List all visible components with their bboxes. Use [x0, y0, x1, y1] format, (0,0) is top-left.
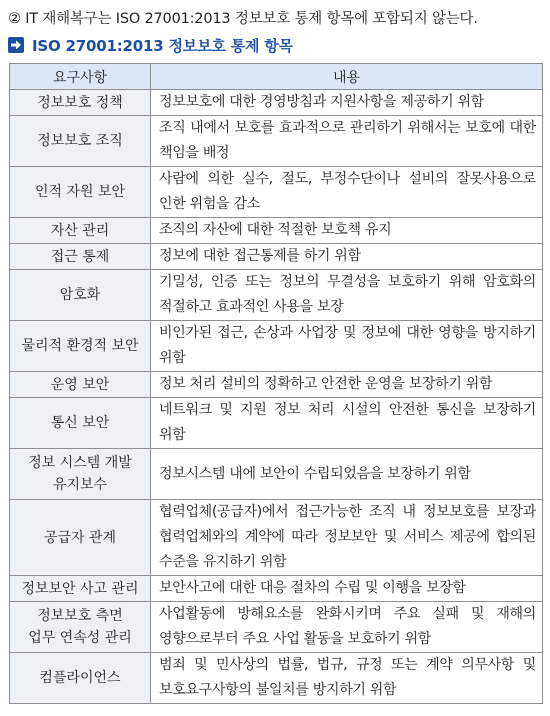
requirement-cell: 암호화: [10, 270, 151, 321]
intro-note: ② IT 재해복구는 ISO 27001:2013 정보보호 통제 항목에 포함되지 않는다.: [8, 11, 478, 27]
table-row: [10, 449, 543, 500]
table-row: [10, 116, 543, 167]
table-row: [10, 90, 543, 116]
requirement-cell: 정보보안 사고 관리: [10, 576, 151, 602]
content-cell: 사업활동에 방해요소를 완화시키며 주요 실패 및 재해의 영향으로부터 주요 사업 활동을 보호하기 위함: [151, 602, 543, 653]
requirement-cell: 물리적 환경적 보안: [10, 321, 151, 372]
table-row: [10, 167, 543, 218]
requirement-cell: [10, 449, 151, 500]
requirement-line: 정보보호 측면: [37, 608, 123, 624]
arrow-right-box-icon: [8, 37, 24, 53]
requirement-cell: 인적 자원 보안: [10, 167, 151, 218]
table-row: [10, 270, 543, 321]
content-cell: 기밀성, 인증 또는 정보의 무결성을 보호하기 위해 암호화의 적절하고 효과적인 사용을 보장: [151, 270, 543, 321]
header-requirement: 요구사항: [10, 64, 151, 90]
requirement-cell: 정보보호 정책: [10, 90, 151, 116]
content-cell: 조직의 자산에 대한 적절한 보호책 유지: [151, 218, 543, 244]
requirement-cell: 접근 통제: [10, 244, 151, 270]
table-row: [10, 321, 543, 372]
table-row: [10, 576, 543, 602]
table-row: [10, 653, 543, 704]
table-header-row: [10, 64, 543, 90]
requirement-line: 유지보수: [52, 477, 108, 493]
section-title: ISO 27001:2013 정보보호 통제 항목: [32, 36, 293, 55]
content-cell: 비인가된 접근, 손상과 사업장 및 정보에 대한 영향을 방지하기 위함: [151, 321, 543, 372]
content-cell: 정보 처리 설비의 정확하고 안전한 운영을 보장하기 위함: [151, 372, 543, 398]
header-content: 내용: [151, 64, 543, 90]
table-row: [10, 398, 543, 449]
requirement-cell: 공급자 관계: [10, 500, 151, 576]
content-cell: 조직 내에서 보호를 효과적으로 관리하기 위해서는 보호에 대한 책임을 배정: [151, 116, 543, 167]
iso-control-table: [9, 63, 543, 704]
requirement-line: 정보 시스템 개발: [28, 455, 132, 471]
content-cell: 협력업체(공급자)에서 접근가능한 조직 내 정보보호를 보장과 협력업체와의 계약에 따라 정보보안 및 서비스 제공에 합의된 수준을 유지하기 위함: [151, 500, 543, 576]
table-row: [10, 500, 543, 576]
requirement-cell: 운영 보안: [10, 372, 151, 398]
table-row: [10, 218, 543, 244]
content-cell: 보안사고에 대한 대응 절차의 수립 및 이행을 보장함: [151, 576, 543, 602]
section-heading: [8, 35, 293, 55]
requirement-cell: 컴플라이언스: [10, 653, 151, 704]
content-cell: 정보시스템 내에 보안이 수립되었음을 보장하기 위함: [151, 449, 543, 500]
table-row: [10, 244, 543, 270]
requirement-cell: 자산 관리: [10, 218, 151, 244]
table-row: [10, 372, 543, 398]
content-cell: 네트워크 및 지원 정보 처리 시설의 안전한 통신을 보장하기 위함: [151, 398, 543, 449]
requirement-cell: 정보보호 조직: [10, 116, 151, 167]
requirement-line: 업무 연속성 관리: [28, 630, 132, 646]
content-cell: 정보보호에 대한 경영방침과 지원사항을 제공하기 위함: [151, 90, 543, 116]
table-row: [10, 602, 543, 653]
content-cell: 정보에 대한 접근통제를 하기 위함: [151, 244, 543, 270]
requirement-cell: [10, 602, 151, 653]
content-cell: 사람에 의한 실수, 절도, 부정수단이나 설비의 잘못사용으로 인한 위험을 감소: [151, 167, 543, 218]
content-cell: 범죄 및 민사상의 법률, 법규, 규정 또는 계약 의무사항 및 보호요구사항의 불일치를 방지하기 위함: [151, 653, 543, 704]
requirement-cell: 통신 보안: [10, 398, 151, 449]
